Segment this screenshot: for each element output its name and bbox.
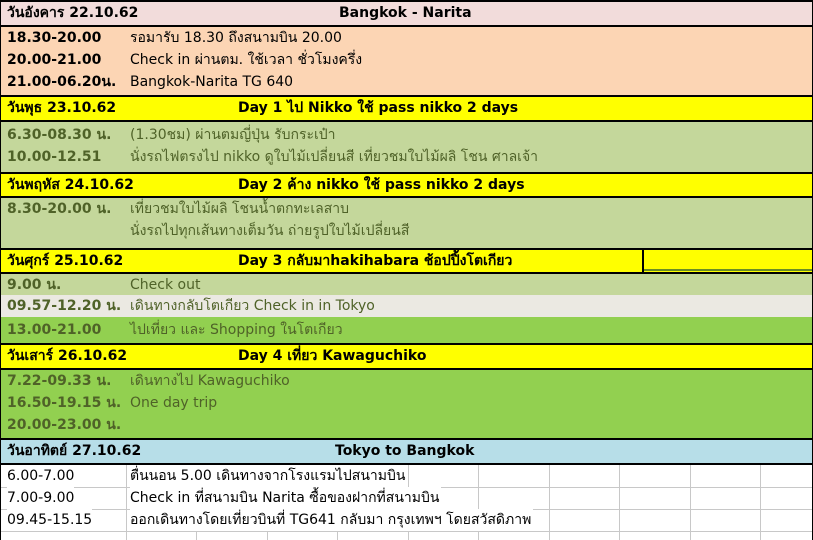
- day2-row1-desc: เที่ยวชมใบไม้ผลิ โชนน้ำตกทะเลสาบ: [130, 201, 350, 217]
- day3-row3[interactable]: [0, 317, 813, 343]
- day5-row2-time: 7.00-9.00: [7, 487, 74, 509]
- day4-row1-time: 7.22-09.33 น.: [7, 373, 112, 389]
- day1-title: Day 1 ไป Nikko ใช้ pass nikko 2 days: [238, 100, 519, 116]
- day4-header-row[interactable]: [0, 345, 813, 368]
- grid-line: [0, 531, 813, 532]
- day5-row1-time: 6.00-7.00: [7, 465, 74, 487]
- day0-header-row[interactable]: [0, 2, 813, 25]
- day4-body[interactable]: [0, 370, 813, 438]
- day5-row3-time: 09.45-15.15: [7, 509, 92, 531]
- day0-date: วันอังคาร 22.10.62: [7, 5, 139, 21]
- day5-row2-desc: Check in ที่สนามบิน Narita ซื้อของฝากที่สนามบิน: [130, 487, 441, 509]
- day4-date: วันเสาร์ 26.10.62: [7, 348, 128, 364]
- day0-row3-desc: Bangkok-Narita TG 640: [130, 74, 294, 90]
- day4-row2-desc: One day trip: [130, 395, 218, 411]
- day0-row2-desc: Check in ผ่านตม. ใช้เวลา ชั่วโมงครึ่ง: [130, 52, 363, 68]
- grid-line: [549, 465, 550, 540]
- day1-row2-desc: นั่งรถไฟตรงไป nikko ดูใบไม้เปลี่ยนสี เที่ยวชมใบไม้ผลิ โชน ศาลเจ้า: [130, 149, 539, 165]
- day3-row1-time: 9.00 น.: [7, 277, 62, 293]
- day3-row1[interactable]: [0, 274, 813, 295]
- day1-row1-time: 6.30-08.30 น.: [7, 127, 112, 143]
- day5-row3-desc: ออกเดินทางโดยเที่ยวบินที่ TG641 กลับมา กรุงเทพฯ โดยสวัสดิภาพ: [130, 509, 533, 531]
- day2-date: วันพฤหัส 24.10.62: [7, 177, 134, 193]
- day1-row2-time: 10.00-12.51: [7, 149, 102, 165]
- day0-row1-time: 18.30-20.00: [7, 30, 102, 46]
- day0-row2-time: 20.00-21.00: [7, 52, 102, 68]
- day3-row3-desc: ไปเที่ยว และ Shopping ในโตเกียว: [130, 322, 343, 338]
- day4-row1-desc: เดินทางไป Kawaguchiko: [130, 373, 290, 389]
- day5-title: Tokyo to Bangkok: [335, 443, 475, 459]
- day0-title: Bangkok - Narita: [339, 5, 472, 21]
- day0-row1-desc: รอมารับ 18.30 ถึงสนามบิน 20.00: [130, 30, 342, 46]
- day4-row3-time: 20.00-23.00 น.: [7, 417, 122, 433]
- day4-row2-time: 16.50-19.15 น.: [7, 395, 122, 411]
- day3-row3-time: 13.00-21.00: [7, 322, 102, 338]
- day2-body[interactable]: [0, 198, 813, 248]
- day5-row1-desc: ตื่นนอน 5.00 เดินทางจากโรงแรมไปสนามบิน: [130, 465, 407, 487]
- day1-date: วันพุธ 23.10.62: [7, 100, 117, 116]
- selected-cell-underline: [644, 269, 813, 271]
- day1-row1-desc: (1.30ชม) ผ่านตมญี่ปุ่น รับกระเป๋า: [130, 127, 336, 143]
- day3-date: วันศุกร์ 25.10.62: [7, 253, 124, 269]
- day3-header-row[interactable]: [0, 250, 813, 272]
- grid-line: [760, 465, 761, 540]
- day0-body[interactable]: [0, 27, 813, 95]
- day5-body[interactable]: [0, 465, 813, 540]
- day3-row1-desc: Check out: [130, 277, 201, 293]
- day2-row1-time: 8.30-20.00 น.: [7, 201, 112, 217]
- day5-header-row[interactable]: [0, 440, 813, 463]
- sheet-border: [0, 0, 813, 2]
- day0-row3-time: 21.00-06.20น.: [7, 74, 117, 90]
- day4-title: Day 4 เที่ยว Kawaguchiko: [238, 348, 427, 364]
- day3-row2-time: 09.57-12.20 น.: [7, 298, 122, 314]
- sheet-border: [0, 0, 1, 540]
- day3-title: Day 3 กลับมาhakihabara ช้อปปิ้งโตเกียว: [238, 253, 513, 269]
- day3-row2-desc: เดินทางกลับโตเกียว Check in in Tokyo: [130, 298, 375, 314]
- day3-row2[interactable]: [0, 295, 813, 317]
- day5-date: วันอาทิตย์ 27.10.62: [7, 443, 142, 459]
- grid-line: [619, 465, 620, 540]
- grid-line: [126, 465, 127, 540]
- day2-title: Day 2 ค้าง nikko ใช้ pass nikko 2 days: [238, 177, 525, 193]
- day2-row2-desc: นั่งรถไปทุกเส้นทางเต็มวัน ถ่ายรูปใบไม้เปลี่ยนสี: [130, 223, 410, 239]
- day2-header-row[interactable]: [0, 174, 813, 196]
- grid-line: [690, 465, 691, 540]
- day1-header-row[interactable]: [0, 97, 813, 120]
- day1-body[interactable]: [0, 122, 813, 172]
